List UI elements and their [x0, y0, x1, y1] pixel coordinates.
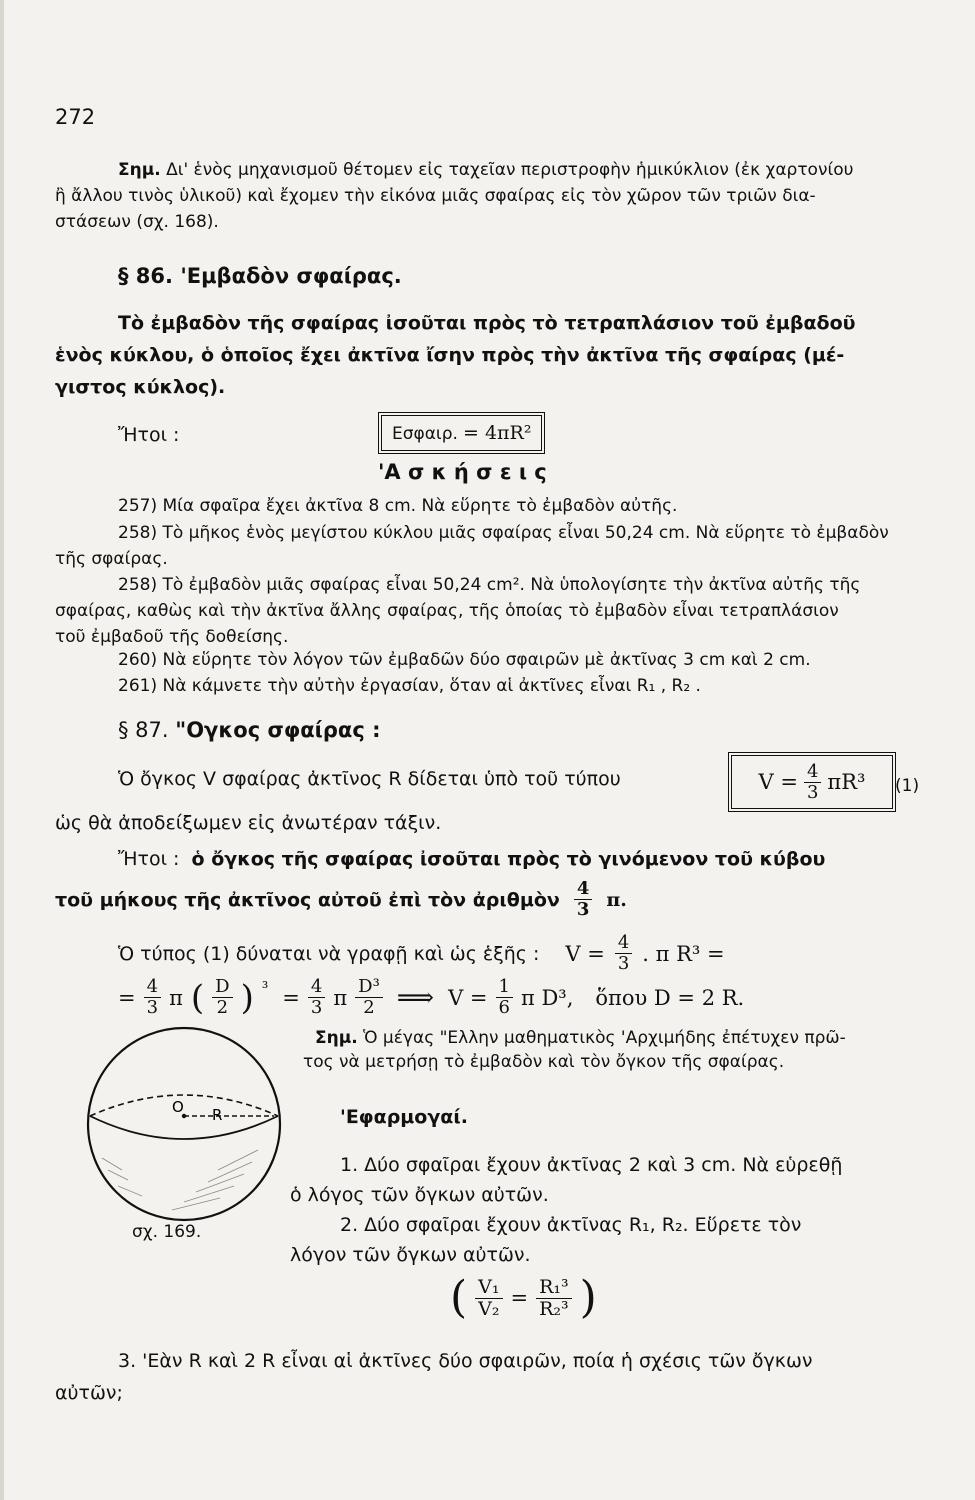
volume-formula-tail: πR³: [827, 770, 866, 794]
volume-statement-den: 3: [576, 899, 590, 920]
note-top-line2: ἢ ἄλλου τινὸς ὑλικοῦ) καὶ ἔχομεν τὴν εἰκόνα μιᾶς σφαίρας εἰς τὸν χῶρον τῶν τριῶν δια-: [55, 186, 816, 206]
note-top-text1: Δι' ἑνὸς μηχανισμοῦ θέτομεν εἰς ταχεῖαν περιστροφὴν ἡμικύκλιον (ἐκ χαρτονίου: [166, 160, 854, 180]
formula-rewrite-intro: Ὁ τύπος (1) δύναται νὰ γραφῇ καὶ ὡς ἑξῆς :: [118, 942, 540, 965]
deriv-frac2-num: D: [212, 978, 232, 998]
deriv-eq1: =: [118, 985, 136, 1010]
application-1-line1: 1. Δύο σφαῖραι ἔχουν ἀκτῖνας 2 καὶ 3 cm. Νὰ εὑρεθῇ: [340, 1154, 843, 1176]
note-top-label: Σημ.: [118, 160, 161, 180]
formula-rewrite-num: 4: [615, 934, 632, 954]
note-bottom-text1: Ὁ μέγας "Ελλην μαθηματικὸς 'Αρχιμήδης ἐπέτυχεν πρῶ-: [363, 1028, 846, 1048]
volume-statement-line2: [55, 880, 627, 919]
deriv-pi1: π: [169, 985, 183, 1010]
ratio-frac-v: [475, 1275, 502, 1320]
exercise-261: 261) Νὰ κάμνετε τὴν αὐτὴν ἐργασίαν, ὅταν αἱ ἀκτῖνες εἶναι R₁ , R₂ .: [118, 676, 701, 696]
exercise-258a-line2: τῆς σφαίρας.: [55, 549, 168, 569]
formula-rewrite-line1: [118, 934, 725, 973]
formula-derivation-line: [118, 978, 744, 1017]
applications-heading: 'Εφαρμογαί.: [340, 1106, 468, 1128]
deriv-frac3-den: 3: [310, 997, 323, 1018]
section-87-heading: [118, 718, 380, 742]
deriv-paren-close: ): [240, 977, 254, 1018]
deriv-pi2: π: [333, 985, 348, 1010]
deriv-frac5-den: 6: [498, 997, 510, 1018]
deriv-frac3: [308, 978, 325, 1017]
volume-formula-den: 3: [806, 781, 819, 803]
surface-formula-rhs: = 4πR²: [462, 422, 532, 444]
volume-statement-num: 4: [574, 880, 593, 900]
theorem-86-line1: Τὸ ἐμβαδὸν τῆς σφαίρας ἰσοῦται πρὸς τὸ τετραπλάσιον τοῦ ἐμβαδοῦ: [118, 312, 856, 334]
volume-proof-note: ὡς θὰ ἀποδείξωμεν εἰς ἀνωτέραν τάξιν.: [55, 812, 442, 834]
ratio-r2: R₂³: [539, 1297, 569, 1320]
htoi-86: Ἤτοι :: [118, 424, 180, 446]
deriv-frac5: [496, 978, 513, 1017]
exercise-258b-line1: 258) Τὸ ἐμβαδὸν μιᾶς σφαίρας εἶναι 50,24 cm². Νὰ ὑπολογίσητε τὴν ἀκτῖνα αὐτῆς τῆς: [118, 575, 861, 595]
deriv-frac1: [144, 978, 161, 1017]
exercise-260: 260) Νὰ εὕρητε τὸν λόγον τῶν ἐμβαδῶν δύο σφαιρῶν μὲ ἀκτῖνας 3 cm καὶ 2 cm.: [118, 650, 811, 670]
formula-rewrite-v: V =: [565, 941, 605, 966]
exercise-258a-line1: 258) Τὸ μῆκος ἑνὸς μεγίστου κύκλου μιᾶς σφαίρας εἶναι 50,24 cm. Νὰ εὕρητε τὸ ἐμβαδὸν: [118, 523, 889, 543]
volume-formula-box: [728, 752, 896, 812]
volume-formula-ref: (1): [895, 776, 920, 796]
application-3-line2: αὐτῶν;: [55, 1382, 123, 1404]
surface-formula-box: [378, 412, 545, 454]
deriv-opou: ὅπου D = 2 R.: [595, 985, 745, 1010]
ratio-paren-close: ): [579, 1272, 597, 1323]
ratio-frac-r: [536, 1275, 572, 1320]
formula-rewrite-tail: . π R³ =: [642, 941, 725, 966]
exercise-257: 257) Μία σφαῖρα ἔχει ἀκτῖνα 8 cm. Νὰ εὕρητε τὸ ἐμβαδὸν αὐτῆς.: [118, 496, 678, 516]
ratio-eq: =: [510, 1286, 529, 1310]
application-1-line2: ὁ λόγος τῶν ὄγκων αὐτῶν.: [290, 1184, 549, 1206]
exercises-heading: 'Α σ κ ή σ ε ι ς: [378, 460, 547, 484]
sphere-figure: [68, 1020, 300, 1230]
section-87-number: § 87.: [118, 718, 169, 742]
ratio-formula: [450, 1272, 597, 1323]
deriv-frac5-num: 1: [496, 978, 513, 998]
htoi-87: Ἤτοι :: [118, 848, 180, 870]
ratio-paren-open: (: [450, 1272, 468, 1323]
application-2-line2: λόγον τῶν ὄγκων αὐτῶν.: [290, 1244, 531, 1266]
sphere-center-label: O: [172, 1098, 184, 1116]
deriv-piD3: π D³,: [520, 985, 574, 1010]
page-number: 272: [55, 105, 96, 129]
deriv-frac2: [212, 978, 232, 1017]
surface-formula-lhs: Εσφαιρ.: [392, 424, 458, 444]
volume-statement-line1: [118, 848, 825, 870]
deriv-frac4-den: 2: [363, 997, 375, 1018]
note-top-line1: [118, 160, 853, 180]
sphere-radius-label: R: [212, 1106, 223, 1124]
volume-formula-v: V =: [758, 770, 798, 794]
deriv-frac1-num: 4: [144, 978, 161, 998]
volume-intro-line: Ὁ ὄγκος V σφαίρας ἀκτῖνος R δίδεται ὑπὸ τοῦ τύπου: [118, 768, 621, 790]
deriv-frac2-den: 2: [216, 997, 229, 1018]
page-edge: [0, 0, 4, 1500]
deriv-frac3-num: 4: [308, 978, 325, 998]
volume-formula-num: 4: [804, 763, 821, 783]
ratio-v1: V₁: [475, 1278, 502, 1299]
volume-statement-fraction: [574, 880, 593, 919]
sphere-outline: [88, 1028, 280, 1220]
sphere-equator-front: [90, 1116, 278, 1139]
figure-caption: σχ. 169.: [132, 1222, 202, 1242]
deriv-cube: ³: [261, 978, 269, 997]
volume-statement-text1: ὁ ὄγκος τῆς σφαίρας ἰσοῦται πρὸς τὸ γινόμενον τοῦ κύβου: [191, 848, 826, 870]
application-2-line1: 2. Δύο σφαῖραι ἔχουν ἀκτῖνας R₁, R₂. Εὕρετε τὸν: [340, 1214, 802, 1236]
theorem-86-line3: γιστος κύκλος).: [55, 376, 226, 398]
deriv-v: V =: [448, 985, 488, 1010]
exercise-258b-line2: σφαίρας, καθὼς καὶ τὴν ἀκτῖνα ἄλλης σφαίρας, τῆς ὁποίας τὸ ἐμβαδὸν εἶναι τετραπλάσιον: [55, 601, 839, 621]
theorem-86-line2: ἑνὸς κύκλου, ὁ ὁποῖος ἔχει ἀκτῖνα ἴσην πρὸς τὴν ἀκτῖνα τῆς σφαίρας (μέ-: [55, 344, 845, 366]
exercise-258b-line3: τοῦ ἐμβαδοῦ τῆς δοθείσης.: [55, 627, 289, 647]
application-3-line1: 3. 'Εὰν R καὶ 2 R εἶναι αἱ ἀκτῖνες δύο σφαιρῶν, ποία ἡ σχέσις τῶν ὄγκων: [118, 1350, 813, 1372]
section-86-heading: § 86. 'Εμβαδὸν σφαίρας.: [118, 264, 402, 288]
formula-rewrite-fraction: [615, 934, 632, 973]
deriv-arrow: ⟹: [396, 982, 435, 1013]
ratio-v2: V₂: [478, 1297, 500, 1320]
note-bottom-line1: [315, 1028, 846, 1048]
deriv-frac4-num: D³: [355, 978, 383, 998]
deriv-eq2: =: [282, 985, 300, 1010]
section-87-title: "Ογκος σφαίρας :: [175, 718, 381, 742]
sphere-equator-back: [90, 1095, 278, 1116]
deriv-frac1-den: 3: [146, 997, 159, 1018]
note-bottom-label: Σημ.: [315, 1028, 358, 1048]
volume-statement-pi: π.: [606, 888, 627, 911]
note-top-line3: στάσεων (σχ. 168).: [55, 212, 219, 232]
formula-rewrite-den: 3: [617, 953, 630, 974]
volume-formula-fraction: [804, 760, 821, 803]
volume-statement-text2: τοῦ μήκους τῆς ἀκτῖνος αὐτοῦ ἐπὶ τὸν ἀριθμὸν: [55, 888, 560, 911]
ratio-r1: R₁³: [536, 1278, 572, 1299]
note-bottom-line2: τος νὰ μετρήσῃ τὸ ἐμβαδὸν καὶ τὸν ὄγκον τῆς σφαίρας.: [303, 1052, 785, 1072]
deriv-frac4: [355, 978, 383, 1017]
deriv-paren-open: (: [190, 977, 205, 1018]
